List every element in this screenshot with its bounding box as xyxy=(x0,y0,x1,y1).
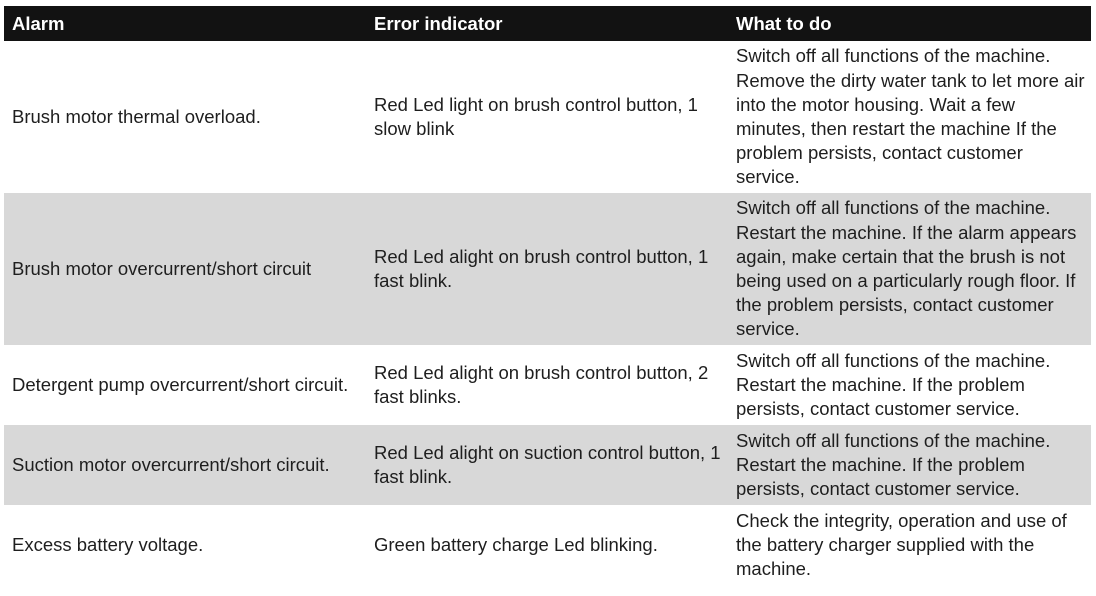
action-cell: Switch off all functions of the machine. Restart the machine. If the problem persists, contact customer service. xyxy=(728,425,1091,505)
alarm-cell: Suction motor overcurrent/short circuit. xyxy=(4,425,366,505)
alarm-cell: Brush motor overcurrent/short circuit xyxy=(4,193,366,345)
indicator-cell: Green battery charge Led blinking. xyxy=(366,505,728,585)
alarm-table xyxy=(4,6,1091,585)
table-row xyxy=(4,41,1091,193)
action-cell: Switch off all functions of the machine. Restart the machine. If the alarm appears again, make certain that the brush is not being used on a particularly rough floor. If the problem persists, contact customer service. xyxy=(728,193,1091,345)
alarm-cell: Detergent pump overcurrent/short circuit. xyxy=(4,345,366,425)
table-header-row xyxy=(4,6,1091,41)
alarm-cell: Excess battery voltage. xyxy=(4,505,366,585)
indicator-cell: Red Led alight on brush control button, 1 fast blink. xyxy=(366,193,728,345)
table-row xyxy=(4,425,1091,505)
indicator-cell: Red Led light on brush control button, 1 slow blink xyxy=(366,41,728,193)
action-cell: Check the integrity, operation and use of the battery charger supplied with the machine. xyxy=(728,505,1091,585)
action-cell: Switch off all functions of the machine. Remove the dirty water tank to let more air into the motor housing. Wait a few minutes, then restart the machine If the problem persists, contact customer service. xyxy=(728,41,1091,193)
indicator-cell: Red Led alight on brush control button, 2 fast blinks. xyxy=(366,345,728,425)
header-error-indicator: Error indicator xyxy=(366,6,728,41)
table-row xyxy=(4,345,1091,425)
header-alarm: Alarm xyxy=(4,6,366,41)
indicator-cell: Red Led alight on suction control button, 1 fast blink. xyxy=(366,425,728,505)
action-cell: Switch off all functions of the machine. Restart the machine. If the problem persists, contact customer service. xyxy=(728,345,1091,425)
alarm-cell: Brush motor thermal overload. xyxy=(4,41,366,193)
header-what-to-do: What to do xyxy=(728,6,1091,41)
table-row xyxy=(4,505,1091,585)
table-row xyxy=(4,193,1091,345)
